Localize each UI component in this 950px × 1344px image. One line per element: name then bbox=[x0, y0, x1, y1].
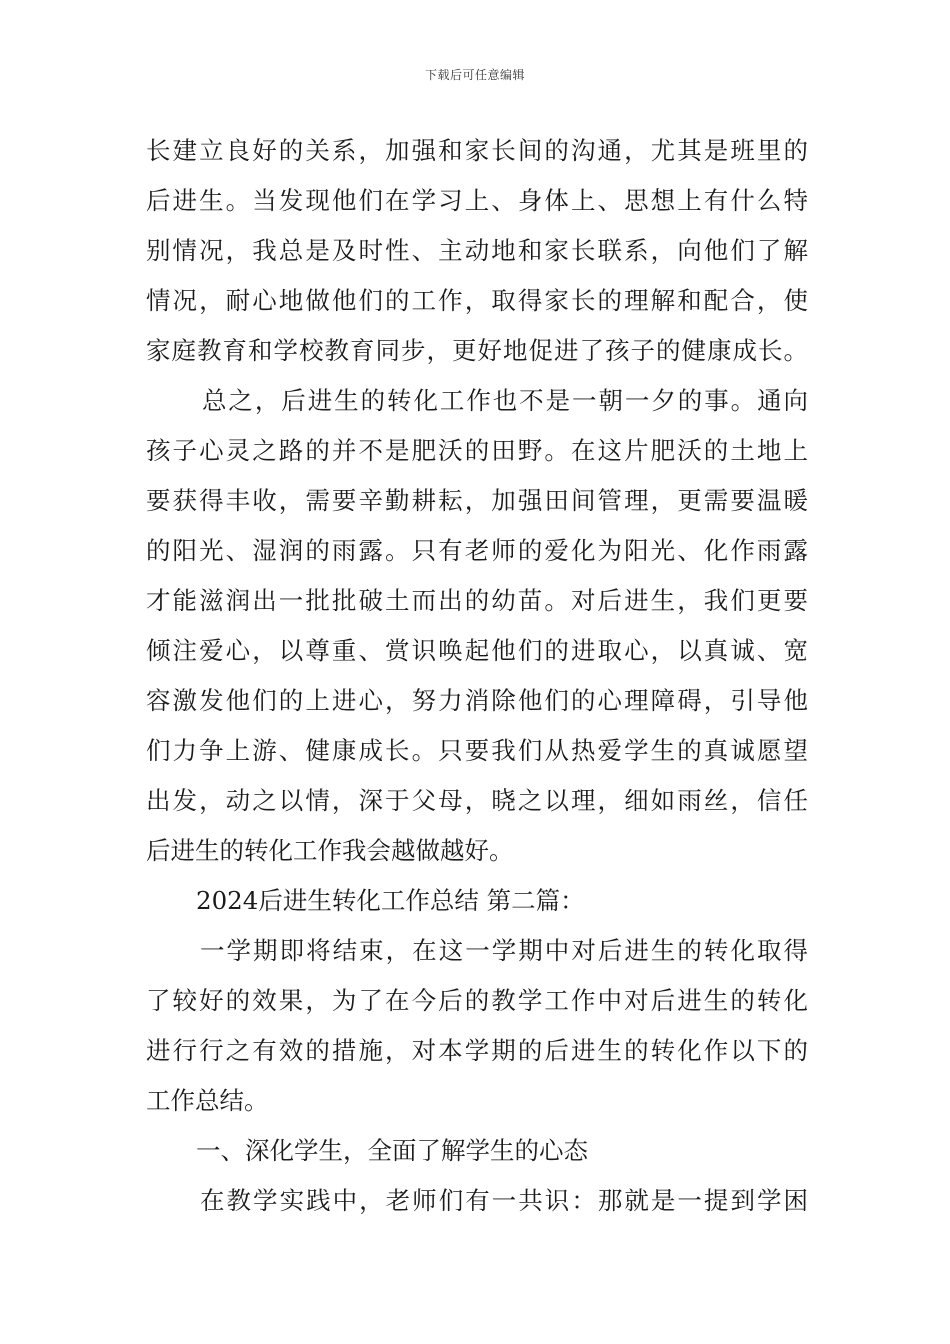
text-line: 倾注爱心，以尊重、赏识唤起他们的进取心，以真诚、宽 bbox=[146, 636, 808, 665]
paragraph-first-line: 在教学实践中，老师们有一共识：那就是一提到学困 bbox=[200, 1186, 808, 1215]
subsection-heading: 一、深化学生，全面了解学生的心态 bbox=[196, 1136, 588, 1165]
text-line: 后进生的转化工作我会越做越好。 bbox=[146, 836, 514, 865]
text-line: 进行行之有效的措施，对本学期的后进生的转化作以下的 bbox=[146, 1036, 808, 1065]
document-body bbox=[146, 126, 808, 1226]
text-line: 了较好的效果，为了在今后的教学工作中对后进生的转化 bbox=[146, 986, 808, 1015]
text-line: 长建立良好的关系，加强和家长间的沟通，尤其是班里的 bbox=[146, 136, 808, 165]
text-line: 们力争上游、健康成长。只要我们从热爱学生的真诚愿望 bbox=[146, 736, 808, 765]
text-line: 才能滋润出一批批破土而出的幼苗。对后进生，我们更要 bbox=[146, 586, 808, 615]
text-line: 出发，动之以情，深于父母，晓之以理，细如雨丝，信任 bbox=[146, 786, 808, 815]
text-line: 家庭教育和学校教育同步，更好地促进了孩子的健康成长。 bbox=[146, 336, 808, 365]
text-line: 情况，耐心地做他们的工作，取得家长的理解和配合，使 bbox=[146, 286, 808, 315]
text-line: 孩子心灵之路的并不是肥沃的田野。在这片肥沃的土地上 bbox=[146, 436, 808, 465]
paragraph-first-line: 一学期即将结束，在这一学期中对后进生的转化取得 bbox=[200, 936, 808, 965]
text-line: 后进生。当发现他们在学习上、身体上、思想上有什么特 bbox=[146, 186, 808, 215]
section-heading: 2024后进生转化工作总结 第二篇： bbox=[196, 886, 585, 915]
paragraph-first-line: 总之，后进生的转化工作也不是一朝一夕的事。通向 bbox=[202, 386, 808, 415]
page-header-note: 下载后可任意编辑 bbox=[424, 68, 525, 82]
text-line: 容激发他们的上进心，努力消除他们的心理障碍，引导他 bbox=[146, 686, 808, 715]
text-line: 的阳光、湿润的雨露。只有老师的爱化为阳光、化作雨露 bbox=[146, 536, 808, 565]
text-line: 别情况，我总是及时性、主动地和家长联系，向他们了解 bbox=[146, 236, 808, 265]
text-line: 工作总结。 bbox=[146, 1086, 269, 1115]
text-line: 要获得丰收，需要辛勤耕耘，加强田间管理，更需要温暖 bbox=[146, 486, 808, 515]
